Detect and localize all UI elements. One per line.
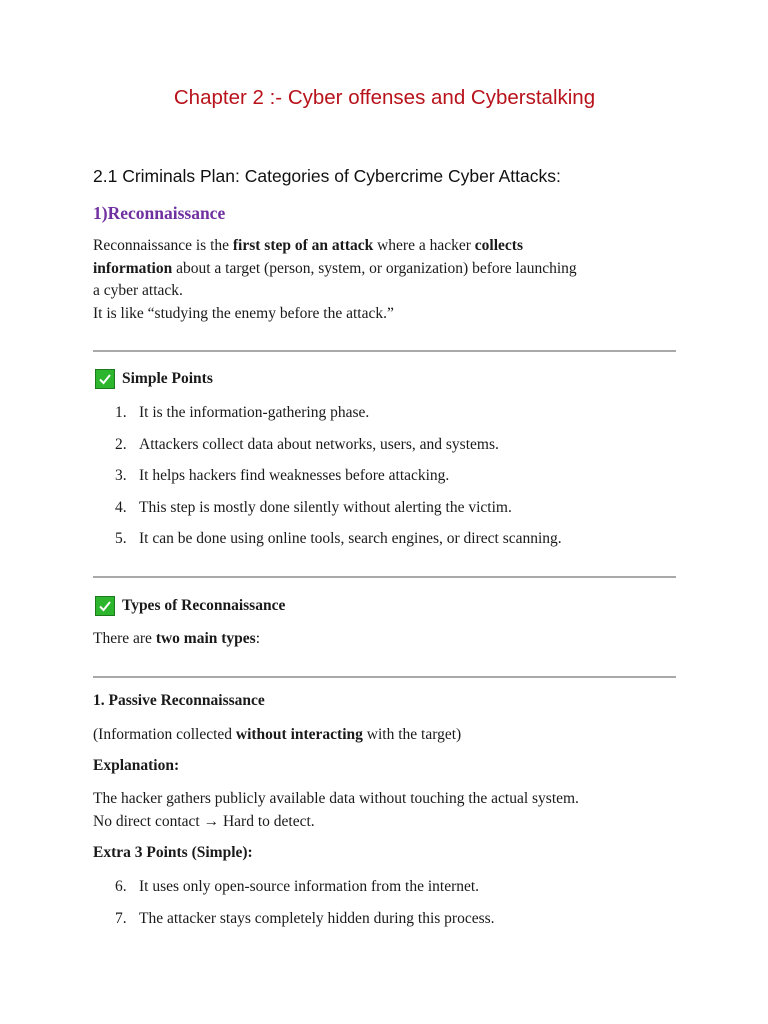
extra-points-list [93, 876, 495, 939]
simple-points-heading: Simple Points [93, 369, 213, 389]
divider [93, 576, 676, 578]
list-item: 3. It helps hackers find weaknesses before attacking. [115, 467, 450, 484]
chapter-title: Chapter 2 :- Cyber offenses and Cyberstalking [173, 86, 596, 109]
list-item: 7. The attacker stays completely hidden during this process. [115, 909, 495, 927]
check-icon [95, 369, 115, 389]
divider [93, 676, 676, 678]
divider [93, 350, 676, 352]
list-item: 6. It uses only open-source information from the internet. [115, 878, 480, 895]
check-icon [95, 596, 115, 616]
explanation-paragraph: The hacker gathers publicly available data without touching the actual system. No direct contact → Hard to detect. [93, 790, 579, 830]
list-item: 4. This step is mostly done silently without alerting the victim. [115, 498, 512, 516]
explanation-label: Explanation: [93, 757, 180, 774]
passive-heading: 1. Passive Reconnaissance [93, 692, 265, 709]
passive-description: (Information collected without interacting with the target) [93, 726, 462, 743]
recon-heading: 1)Reconnaissance [93, 203, 226, 223]
section-title: 2.1 Criminals Plan: Categories of Cybercrime Cyber Attacks: [93, 166, 561, 186]
list-item: 5. It can be done using online tools, search engines, or direct scanning. [115, 530, 562, 547]
types-paragraph: There are two main types: [93, 630, 261, 647]
intro-paragraph: Reconnaissance is the first step of an attack where a hacker collects information about a target (person, system, or organization) before launching a cyber attack. It is like “studying the enemy before the attack.” [93, 237, 577, 322]
simple-points-list [93, 402, 562, 560]
list-item: 2. Attackers collect data about networks, users, and systems. [115, 435, 499, 453]
list-item: 1. It is the information-gathering phase. [115, 404, 370, 421]
types-heading: Types of Reconnaissance [93, 596, 285, 616]
extra-points-label: Extra 3 Points (Simple): [93, 844, 253, 861]
